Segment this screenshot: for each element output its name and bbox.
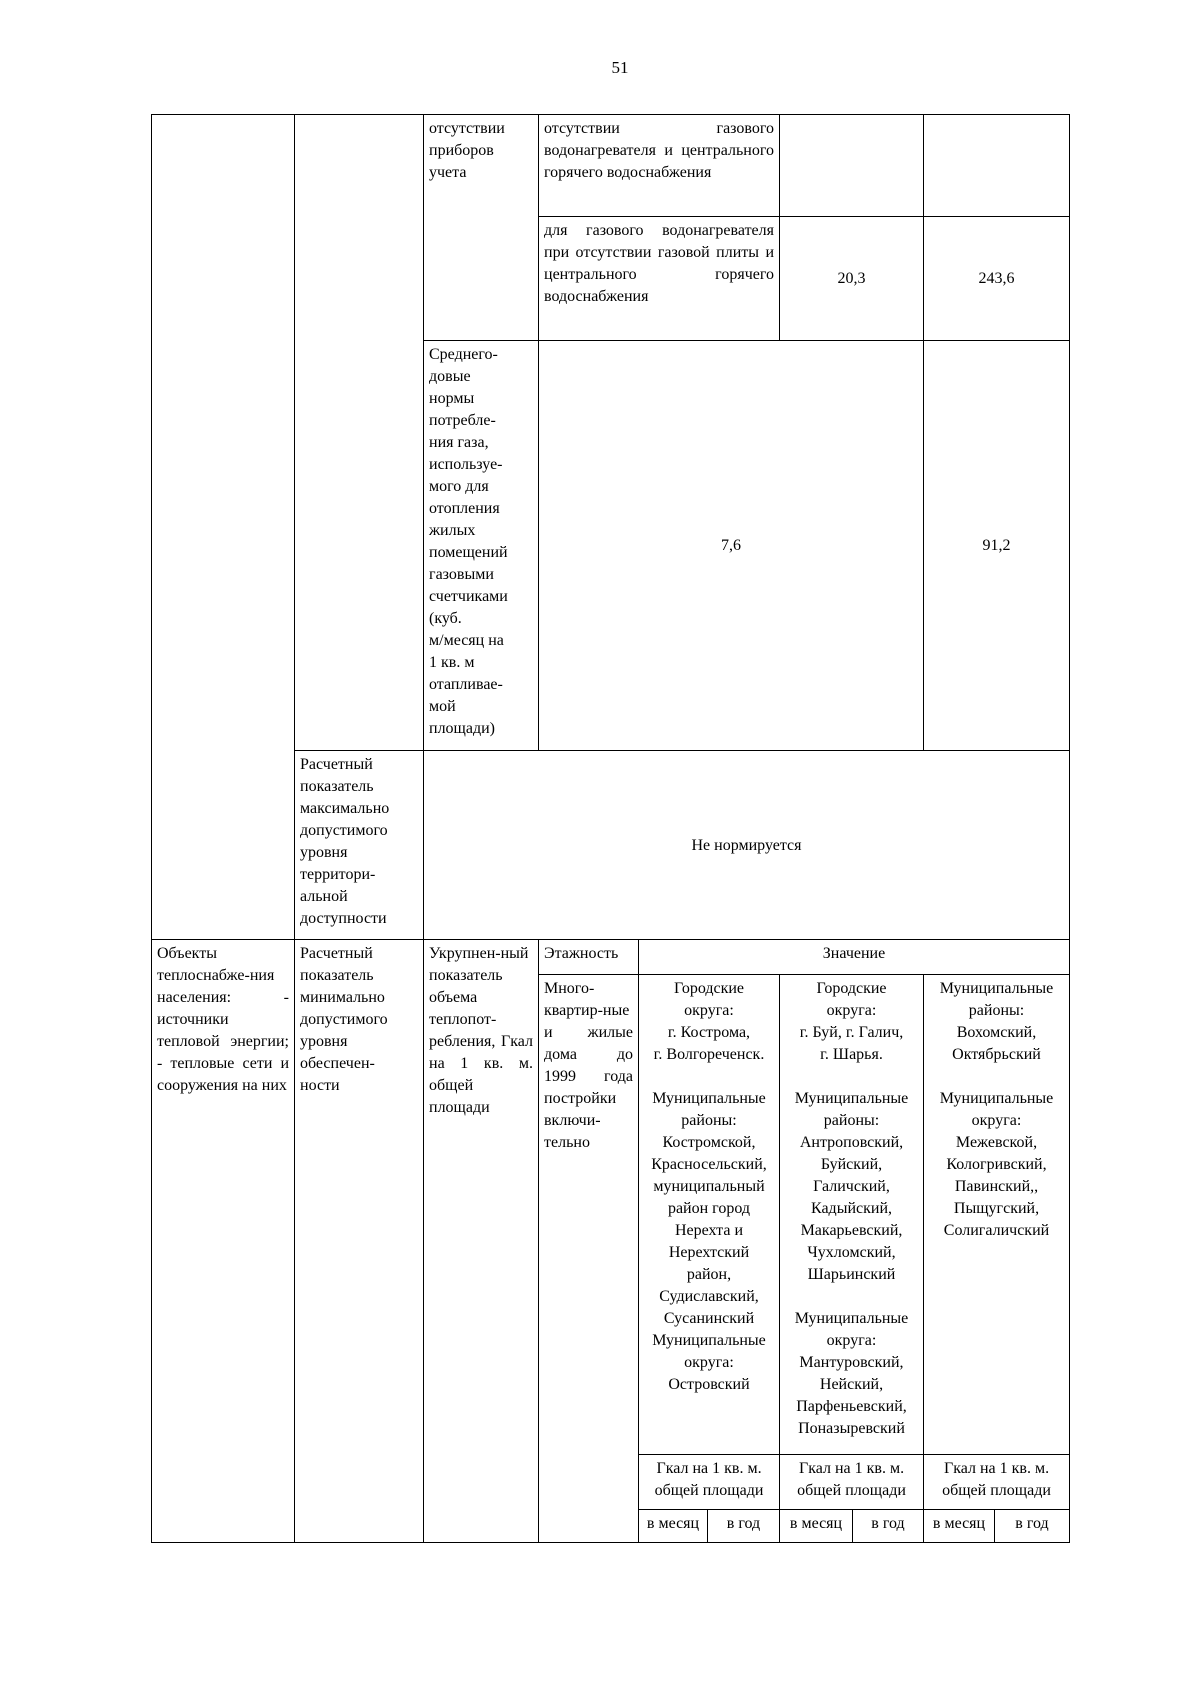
meter-absence-cell: отсутствии приборов учета xyxy=(424,115,539,341)
group2-year-header: в год xyxy=(853,1510,924,1543)
group1-month-header: в месяц xyxy=(639,1510,708,1543)
group1-year-header: в год xyxy=(708,1510,780,1543)
group3-year-header: в год xyxy=(995,1510,1070,1543)
value-header: Значение xyxy=(639,940,1070,975)
group3-districts: Муниципальные районы: Вохомский, Октябрьский Муниципальные округа: Межевской, Кологривский, Павинский,, Пыщугский, Солигаличский xyxy=(924,975,1070,1455)
not-regulated-value: Не нормируется xyxy=(424,751,1070,940)
heat-supply-objects-cell: Объекты теплоснабже-ния населения: - источники тепловой энергии; - тепловые сети и сооружения на них xyxy=(152,940,295,1543)
group2-districts: Городские округа: г. Буй, г. Галич, г. Шарья. Муниципальные районы: Антроповский, Буйский, Галичский, Кадыйский, Макарьевский, Чухломский, Шарьинский Муниципальные округа: Мантуровский, Нейский, Парфеньевский, Поназыревский xyxy=(780,975,924,1455)
floors-header: Этажность xyxy=(539,940,639,975)
empty-year-cell xyxy=(924,115,1070,217)
group3-unit: Гкал на 1 кв. м. общей площади xyxy=(924,1455,1070,1510)
norms-table xyxy=(151,114,1070,1543)
page-number: 51 xyxy=(611,58,629,77)
month-norm-value: 20,3 xyxy=(780,217,924,341)
max-accessibility-indicator: Расчетный показатель максимально допустимого уровня территори- альной доступности xyxy=(295,751,424,940)
year-norm-value: 243,6 xyxy=(924,217,1070,341)
heating-month-value: 7,6 xyxy=(539,341,924,751)
empty-cell-col1 xyxy=(152,115,295,940)
group1-unit: Гкал на 1 кв. м. общей площади xyxy=(639,1455,780,1510)
heating-gas-norms-cell: Среднего- довые нормы потребле- ния газа, используе- мого для отопления жилых помещений газовыми счетчиками (куб. м/месяц на 1 кв. м отапливае- мой площади) xyxy=(424,341,539,751)
heating-year-value: 91,2 xyxy=(924,341,1070,751)
heat-consumption-indicator: Укрупнен-ный показатель объема теплопот-ребления, Гкал на 1 кв. м. общей площади xyxy=(424,940,539,1543)
group3-month-header: в месяц xyxy=(924,1510,995,1543)
group1-districts: Городские округа: г. Кострома, г. Волгореченск. Муниципальные районы: Костромской, Красносельский, муниципальный район город Нерехта и Нерехтский район, Судиславский, Сусанинский Муниципальные округа: Островский xyxy=(639,975,780,1455)
gas-water-heater-cell: для газового водонагревателя при отсутствии газовой плиты и центрального горячего водоснабжения xyxy=(539,217,780,341)
group2-unit: Гкал на 1 кв. м. общей площади xyxy=(780,1455,924,1510)
no-water-heater-cell: отсутствии газового водонагревателя и центрального горячего водоснабжения xyxy=(539,115,780,217)
group2-month-header: в месяц xyxy=(780,1510,853,1543)
floors-description: Много-квартир-ные и жилые дома до 1999 года постройки включи-тельно xyxy=(539,975,639,1543)
min-provision-indicator: Расчетный показатель минимально допустимого уровня обеспечен- ности xyxy=(295,940,424,1543)
empty-month-cell xyxy=(780,115,924,217)
empty-cell-col2 xyxy=(295,115,424,751)
